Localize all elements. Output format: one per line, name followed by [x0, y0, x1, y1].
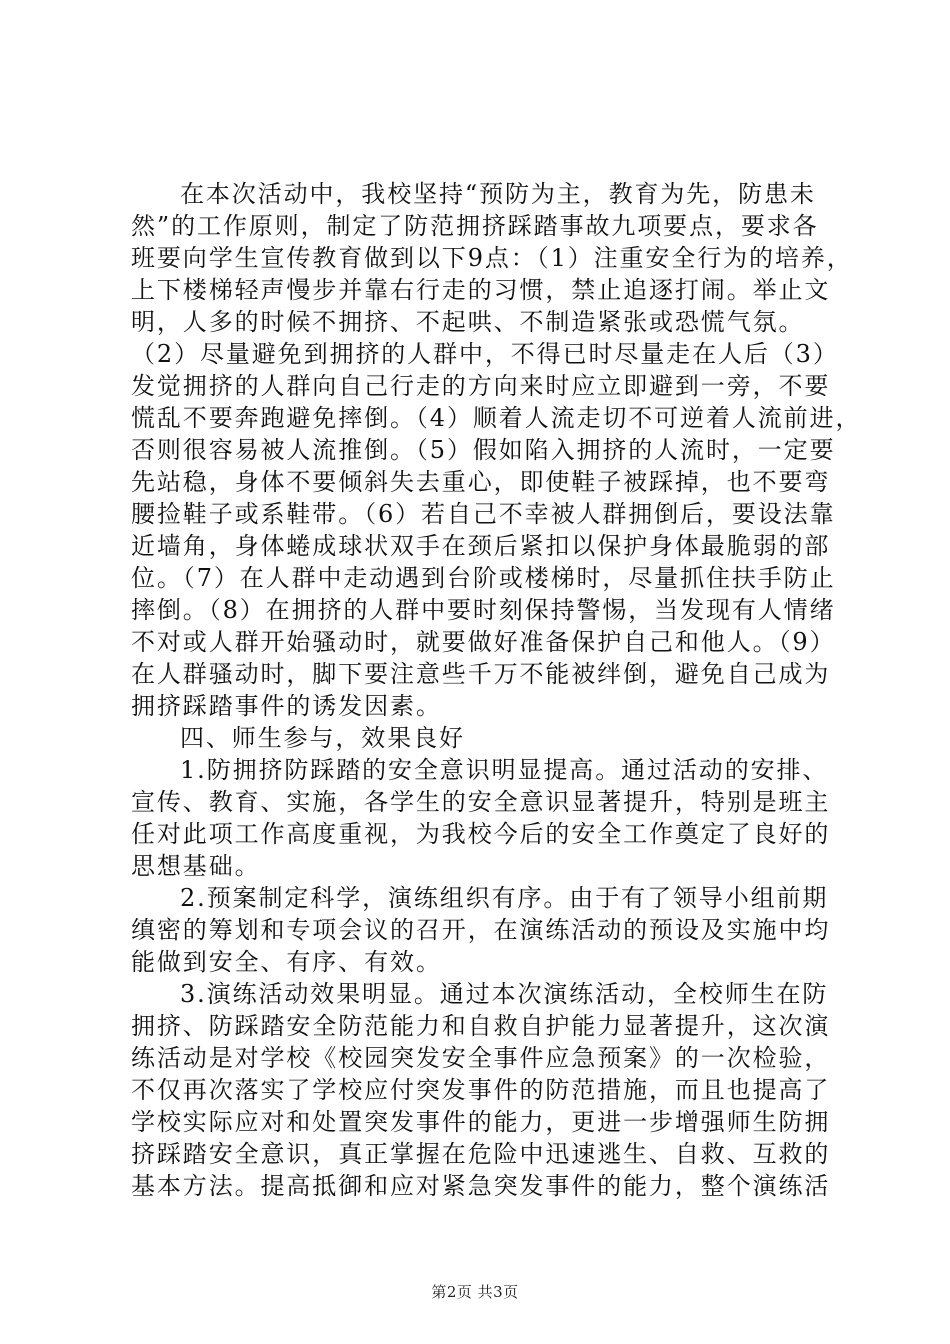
text-line: 3.演练活动效果明显。通过本次演练活动，全校师生在防 [180, 980, 829, 1008]
text-line: 任对此项工作高度重视，为我校今后的安全工作奠定了良好的 [131, 820, 831, 848]
text-line: 缜密的筹划和专项会议的召开，在演练活动的预设及实施中均 [131, 916, 831, 944]
text-line: 摔倒。（8）在拥挤的人群中要时刻保持警惕，当发现有人情绪 [131, 596, 836, 624]
text-line: 1.防拥挤防踩踏的安全意识明显提高。通过活动的安排、 [180, 756, 829, 784]
text-line: 先站稳，身体不要倾斜失去重心，即使鞋子被踩掉，也不要弯 [131, 468, 831, 496]
text-line: 慌乱不要奔跑避免摔倒。（4）顺着人流走切不可逆着人流前进， [131, 404, 862, 432]
text-line: 在人群骚动时，脚下要注意些千万不能被绊倒，避免自己成为 [131, 660, 831, 688]
text-line: 然”的工作原则，制定了防范拥挤踩踏事故九项要点，要求各 [131, 212, 819, 240]
text-line: 否则很容易被人流推倒。（5）假如陷入拥挤的人流时，一定要 [131, 436, 836, 464]
text-line: 基本方法。提高抵御和应对紧急突发事件的能力，整个演练活 [131, 1172, 831, 1200]
text-line: 拥挤、防踩踏安全防范能力和自救自护能力显著提升，这次演 [131, 1012, 831, 1040]
text-line: 在本次活动中，我校坚持“预防为主，教育为先，防患未 [180, 180, 816, 208]
text-line: 明，人多的时候不拥挤、不起哄、不制造紧张或恐慌气氛。 [131, 308, 805, 336]
text-line: 位。（7）在人群中走动遇到台阶或楼梯时，尽量抓住扶手防止 [131, 564, 836, 592]
text-line: 拥挤踩踏事件的诱发因素。 [131, 692, 442, 720]
text-line: 近墙角，身体蜷成球状双手在颈后紧扣以保护身体最脆弱的部 [131, 532, 831, 560]
text-line: 思想基础。 [131, 852, 261, 880]
text-line: 上下楼梯轻声慢步并靠右行走的习惯，禁止追逐打闹。举止文 [131, 276, 831, 304]
text-line: 学校实际应对和处置突发事件的能力，更进一步增强师生防拥 [131, 1108, 831, 1136]
text-line: 不仅再次落实了学校应付突发事件的防范措施，而且也提高了 [131, 1076, 831, 1104]
text-line: 腰捡鞋子或系鞋带。（6）若自己不幸被人群拥倒后，要设法靠 [131, 500, 836, 528]
text-line: 挤踩踏安全意识，真正掌握在危险中迅速逃生、自救、互救的 [131, 1140, 831, 1168]
text-line: 练活动是对学校《校园突发安全事件应急预案》的一次检验， [131, 1044, 831, 1072]
text-line: 宣传、教育、实施，各学生的安全意识显著提升，特别是班主 [131, 788, 831, 816]
text-line: 能做到安全、有序、有效。 [131, 948, 442, 976]
text-line: （2）尽量避免到拥挤的人群中，不得已时尽量走在人后（3） [131, 340, 839, 368]
section-heading: 四、师生参与，效果良好 [180, 724, 465, 752]
text-line: 发觉拥挤的人群向自己行走的方向来时应立即避到一旁，不要 [131, 372, 831, 400]
page-number-footer: 第2页 共3页 [431, 1283, 519, 1301]
text-line: 不对或人群开始骚动时，就要做好准备保护自己和他人。（9） [131, 628, 836, 656]
text-line: 班要向学生宣传教育做到以下9点：（1）注重安全行为的培养， [131, 244, 853, 272]
text-line: 2.预案制定科学，演练组织有序。由于有了领导小组前期 [180, 884, 829, 912]
